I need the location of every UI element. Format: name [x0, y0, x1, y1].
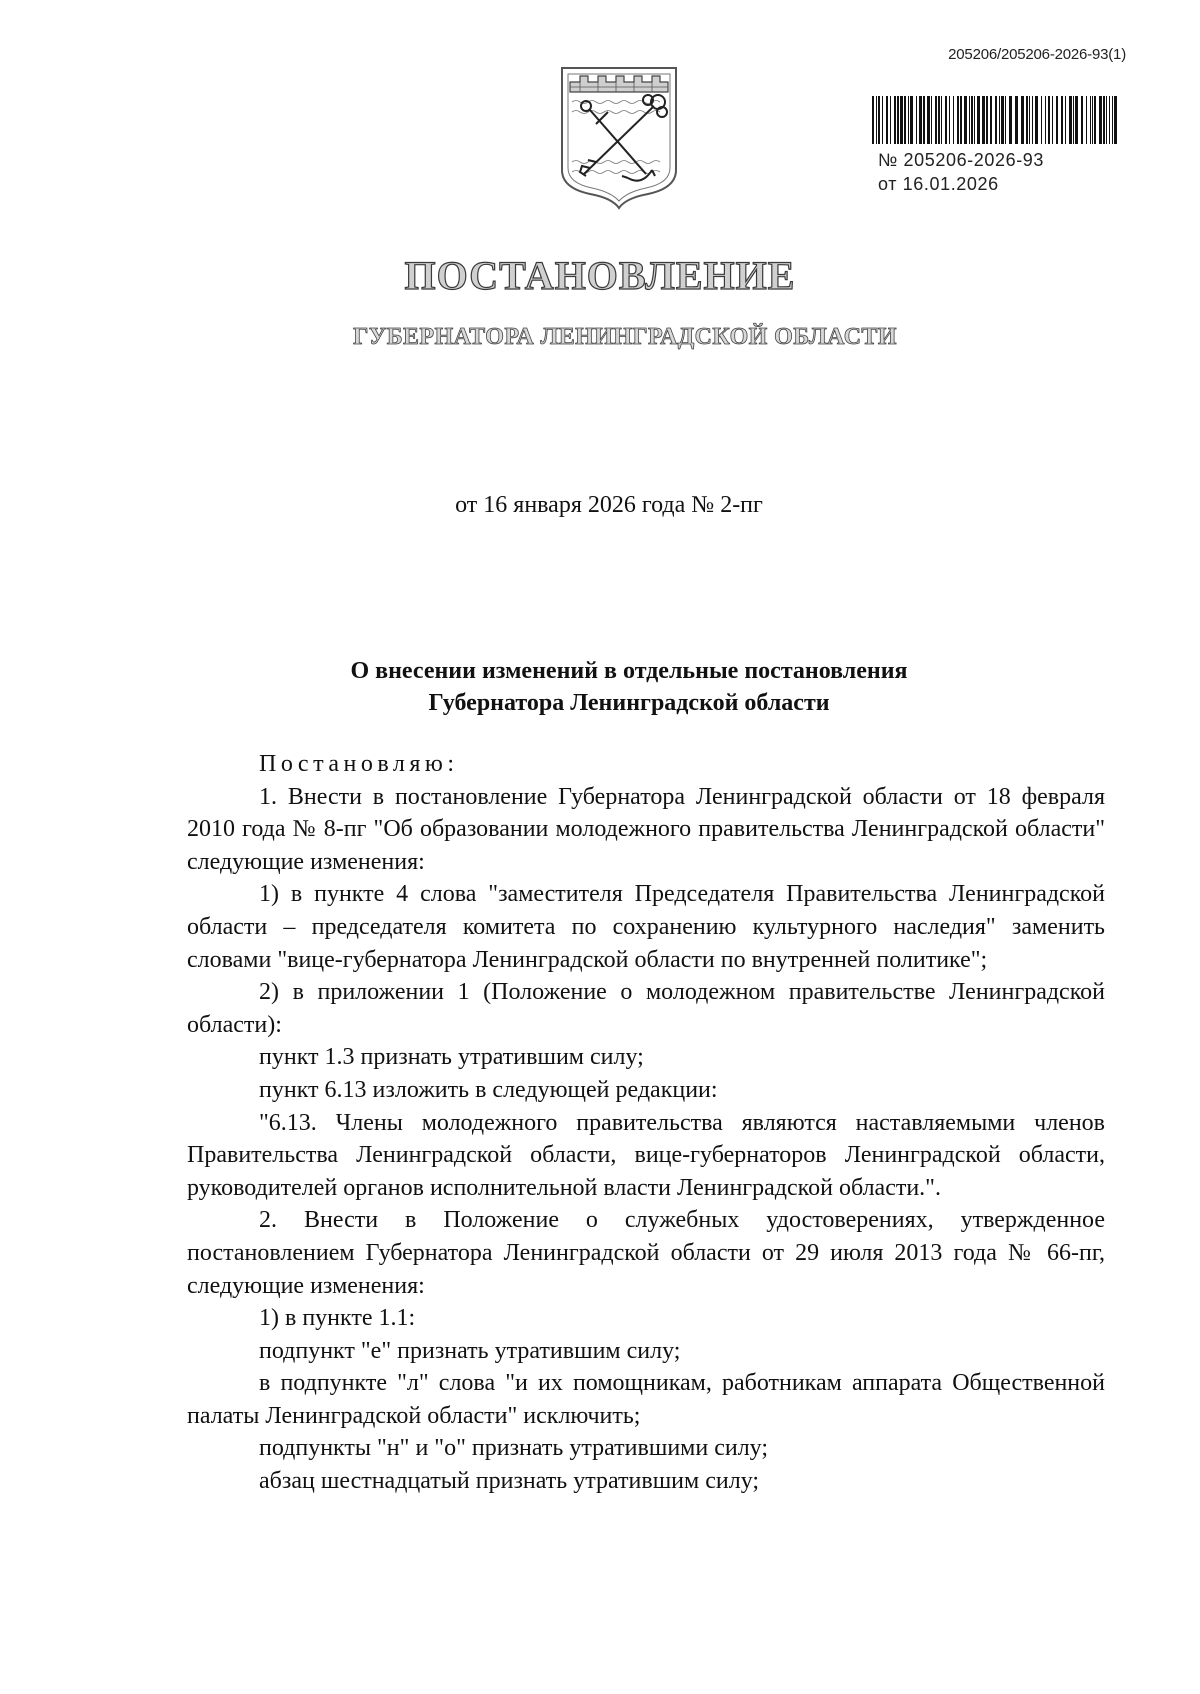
paragraph-2: 2. Внести в Положение о служебных удостоверениях, утвержденное постановлением Губернатора Ленинградской области от 29 июля 2013 года № 66-пг, следующие изменения:: [187, 1207, 1105, 1299]
issuer-title: ГУБЕРНАТОРА ЛЕНИНГРАДСКОЙ ОБЛАСТИ: [353, 324, 897, 350]
paragraph-1-2-b: пункт 6.13 изложить в следующей редакции:: [259, 1076, 718, 1103]
paragraph-2-1: 1) в пункте 1.1:: [259, 1305, 416, 1332]
document-reference: 205206/205206-2026-93(1): [948, 46, 1126, 63]
registration-number: № 205206-2026-93: [878, 150, 1045, 170]
paragraph-1-2-c: "6.13. Члены молодежного правительства являются наставляемыми членов Правительства Ленинградской области, вице-губернаторов Ленинградской области, руководителей органов исполнительной власти Ленинградской области.".: [187, 1109, 1105, 1201]
paragraph-1-2-a: пункт 1.3 признать утратившим силу;: [259, 1044, 644, 1071]
barcode: [872, 96, 1120, 144]
decree-subject: [0, 655, 1200, 719]
paragraph-2-1-b: в подпункте "л" слова "и их помощникам, работникам аппарата Общественной палаты Ленинградской области" исключить;: [187, 1370, 1105, 1429]
paragraph-2-1-c: подпункты "н" и "о" признать утратившими силу;: [259, 1435, 769, 1462]
subject-line-2: Губернатора Ленинградской области: [428, 690, 830, 716]
coat-of-arms-icon: [556, 62, 682, 210]
paragraph-resolve: Постановляю:: [259, 751, 459, 777]
paragraph-1-1: 1) в пункте 4 слова "заместителя Председателя Правительства Ленинградской области – председателя комитета по сохранению культурного наследия" заменить словами "вице-губернатора Ленинградской области по внутренней политике";: [187, 881, 1105, 973]
paragraph-1-2: 2) в приложении 1 (Положение о молодежном правительстве Ленинградской области):: [187, 979, 1105, 1038]
decree-date-number: от 16 января 2026 года № 2-пг: [455, 492, 763, 518]
paragraph-1: 1. Внести в постановление Губернатора Ленинградской области от 18 февраля 2010 года № 8-пг "Об образовании молодежного правительства Ленинградской области" следующие изменения:: [187, 783, 1105, 875]
subject-line-1: О внесении изменений в отдельные постановления: [350, 658, 908, 684]
document-type-title: ПОСТАНОВЛЕНИЕ: [404, 253, 796, 298]
decree-body: [187, 748, 1105, 1498]
registration-date: от 16.01.2026: [878, 174, 999, 194]
paragraph-2-1-d: абзац шестнадцатый признать утратившим силу;: [259, 1468, 760, 1495]
registration-block: [878, 148, 1044, 196]
paragraph-2-1-a: подпункт "е" признать утратившим силу;: [259, 1337, 681, 1364]
